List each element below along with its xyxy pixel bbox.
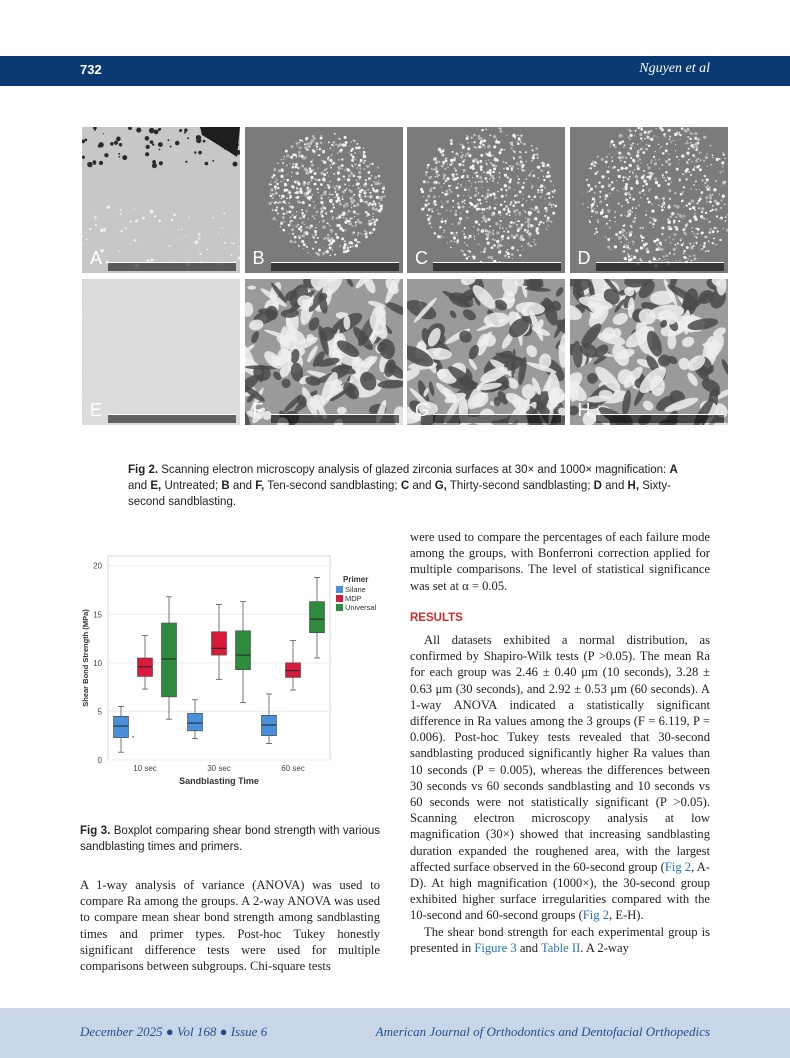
figure-2-label: Fig 2. — [128, 464, 159, 476]
results-text: , A-D). At high magnification (1000×), the 30-second group exhibited higher surface irregularities compared with the 10-second and 60-second groups ( — [410, 859, 711, 923]
panel-letter: F — [252, 400, 264, 420]
legend-label-universal: Universal — [345, 603, 377, 612]
y-axis-title: Shear Bond Strength (MPa) — [81, 609, 90, 707]
boxplot-svg — [80, 548, 390, 788]
caption-panel-ref: F, — [255, 480, 265, 492]
legend-swatch-mdp — [336, 595, 343, 602]
caption-text: and — [229, 480, 256, 492]
legend-title: Primer — [343, 575, 369, 584]
caption-panel-ref: H, — [627, 480, 640, 492]
journal-header — [0, 56, 790, 86]
left-column — [80, 877, 380, 974]
sem-scale-bar — [271, 262, 399, 271]
box-universal — [162, 623, 177, 697]
y-tick-label: 5 — [97, 707, 102, 717]
outlier-point — [132, 736, 134, 738]
running-author: Nguyen et al — [639, 61, 710, 76]
panel-letter: A — [90, 248, 103, 268]
sem-panel-a — [82, 127, 240, 273]
y-tick-label: 15 — [93, 610, 102, 620]
caption-panel-ref: C — [400, 480, 410, 492]
panel-letter: H — [577, 400, 591, 420]
caption-text: Untreated; — [161, 480, 222, 492]
y-tick-label: 20 — [93, 561, 102, 571]
sem-panel-e — [82, 279, 240, 425]
sem-image — [82, 127, 240, 273]
panel-letter: G — [415, 400, 430, 420]
caption-panel-ref: A — [669, 464, 678, 476]
panel-letter: D — [577, 248, 591, 268]
fig2-link[interactable]: Fig 2 — [582, 908, 610, 923]
box-universal — [236, 631, 251, 670]
results-text: , E-H). — [609, 908, 644, 923]
caption-panel-ref: G, — [434, 480, 447, 492]
sem-scale-bar — [108, 262, 236, 271]
y-tick-label: 10 — [93, 658, 102, 668]
results-text: The shear bond strength for each experimental group is presented in — [410, 924, 710, 955]
sem-image — [82, 279, 240, 425]
legend-swatch-universal — [336, 604, 343, 611]
sem-panel-b — [245, 127, 403, 273]
results-paragraph-2 — [410, 924, 710, 956]
legend-label-mdp: MDP — [345, 594, 362, 603]
box-mdp — [212, 632, 227, 655]
caption-text: and — [409, 480, 435, 492]
sem-panel-f — [245, 279, 403, 425]
results-heading: RESULTS — [410, 611, 463, 624]
caption-text: Thirty-second sandblasting; — [446, 480, 594, 492]
sem-panel-d — [570, 127, 728, 273]
sem-scale-bar — [596, 414, 724, 423]
x-axis-title: Sandblasting Time — [179, 776, 259, 786]
caption-text: Scanning electron microscopy analysis of glazed zirconia surfaces at 30× and 1000× magnification: — [158, 464, 670, 476]
sem-scale-bar — [596, 262, 724, 271]
caption-text: and — [128, 480, 151, 492]
sem-scale-bar — [271, 414, 399, 423]
caption-panel-ref: D — [593, 480, 602, 492]
results-paragraph-1 — [410, 632, 710, 924]
figure-2-sem-grid — [82, 127, 728, 425]
results-text: . A 2-way — [580, 940, 629, 955]
sem-panel-h — [570, 279, 728, 425]
sem-scale-bar — [433, 414, 561, 423]
sem-image — [407, 127, 565, 273]
caption-text: Ten-second sandblasting; — [264, 480, 401, 492]
box-silane — [188, 713, 203, 730]
journal-footer — [0, 1008, 790, 1058]
panel-letter: E — [90, 400, 103, 420]
panel-letter: B — [252, 248, 265, 268]
results-text: All datasets exhibited a normal distribution, as confirmed by Shapiro-Wilk tests (P >0.05). The mean Ra for each group was 2.46 ± 0.40 μm (10 seconds), 3.28 ± 0.63 μm (30 seconds), and 2.92 ± 0.53 μm (60 seconds). A 1-way ANOVA indicated a statistically significant difference in Ra values among the 3 groups (F = 6.119, P = 0.006). Post-hoc Tukey tests revealed that 30-second sandblasting produced significantly higher Ra values than 10 seconds (P = 0.005), whereas the differences between 30 seconds vs 60 seconds sandblasting and 10 seconds vs 60 seconds were not statistically significant (P >0.05). Scanning electron microscopy analysis at low magnification (30×) showed that increasing sandblasting duration expanded the roughened area, with the largest affected surface observed in the 60-second group ( — [410, 633, 710, 874]
right-column — [410, 529, 710, 956]
figure-3-caption-text: Boxplot comparing shear bond strength with various sandblasting times and primers. — [80, 825, 380, 853]
y-tick-label: 0 — [97, 756, 102, 765]
caption-text: and — [601, 480, 628, 492]
figure-3-label: Fig 3. — [80, 825, 111, 837]
figure-3-caption — [80, 823, 380, 855]
sem-image — [407, 279, 565, 425]
sem-scale-bar — [433, 262, 561, 271]
legend-label-silane: Silane — [345, 585, 366, 594]
caption-panel-ref: B — [221, 480, 230, 492]
methods-paragraph: A 1-way analysis of variance (ANOVA) was used to compare Ra among the groups. A 2-way ANOVA was used to compare mean shear bond strength among sandblasting times and primer types. Post-hoc Tukey honestly significant difference tests were used for multiple comparisons between subgroups. Chi-square tests — [80, 878, 380, 974]
sem-image — [245, 279, 403, 425]
figure-2-caption — [128, 462, 688, 510]
caption-panel-ref: E, — [150, 480, 162, 492]
box-universal — [310, 602, 325, 633]
table2-link[interactable]: Table II — [540, 940, 581, 955]
methods-paragraph-end: were used to compare the percentages of each failure mode among the groups, with Bonferroni correction applied for multiple comparisons. The level of statistical significance was set at α = 0.05. — [410, 530, 710, 593]
x-tick-label: 60 sec — [281, 764, 305, 773]
box-silane — [114, 716, 129, 737]
figure-2-caption-text — [128, 464, 678, 508]
fig2-link[interactable]: Fig 2 — [664, 859, 692, 874]
sem-panel-g — [407, 279, 565, 425]
journal-name: American Journal of Orthodontics and Dentofacial Orthopedics — [375, 1024, 710, 1039]
legend-swatch-silane — [336, 586, 343, 593]
figure-3-boxplot — [80, 548, 390, 788]
issue-info: December 2025 ● Vol 168 ● Issue 6 — [80, 1024, 268, 1039]
sem-scale-bar — [108, 414, 236, 423]
sem-image — [570, 279, 728, 425]
caption-text: Sixty-second sandblasting. — [128, 480, 671, 508]
sem-panel-c — [407, 127, 565, 273]
panel-letter: C — [415, 248, 428, 268]
results-text: and — [516, 940, 541, 955]
x-tick-label: 30 sec — [207, 764, 231, 773]
sem-image — [245, 127, 403, 273]
sem-image — [570, 127, 728, 273]
page-number: 732 — [80, 62, 102, 77]
figure3-link[interactable]: Figure 3 — [474, 940, 517, 955]
x-tick-label: 10 sec — [133, 764, 157, 773]
